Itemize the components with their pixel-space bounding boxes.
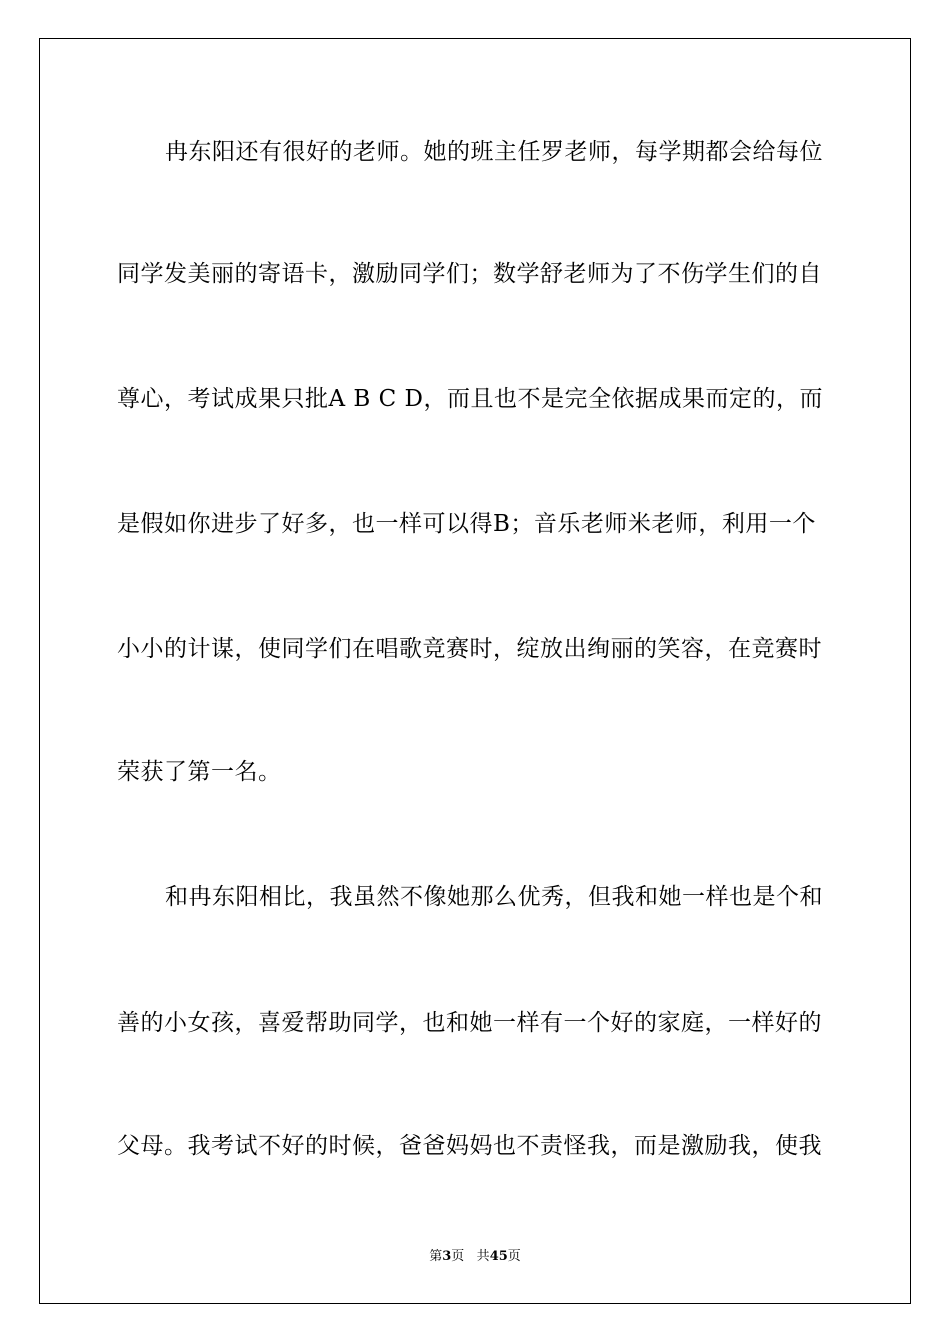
page-suffix: 页	[451, 1249, 465, 1264]
paragraph-1-line-2: 同学发美丽的寄语卡，激励同学们；数学舒老师为了不伤学生们的自	[117, 261, 822, 287]
total-suffix: 页	[507, 1249, 521, 1264]
paragraph-1-line-6: 荣获了第一名。	[117, 759, 282, 785]
total-prefix: 共	[476, 1249, 490, 1264]
total-pages: 45	[489, 1249, 508, 1264]
paragraph-2-line-1: 和冉东阳相比，我虽然不像她那么优秀，但我和她一样也是个和	[165, 884, 823, 910]
paragraph-2-line-3: 父母。我考试不好的时候，爸爸妈妈也不责怪我，而是激励我，使我	[117, 1133, 822, 1159]
paragraph-1-line-5: 小小的计谋，使同学们在唱歌竞赛时，绽放出绚丽的笑容，在竞赛时	[117, 636, 822, 662]
paragraph-2-line-2: 善的小女孩，喜爱帮助同学，也和她一样有一个好的家庭，一样好的	[117, 1010, 822, 1036]
paragraph-1-line-3: 尊心，考试成果只批A B C D，而且也不是完全依据成果而定的，而	[117, 386, 823, 412]
page-number: 3	[442, 1249, 452, 1264]
page-footer	[0, 1248, 950, 1266]
paragraph-1-line-1: 冉东阳还有很好的老师。她的班主任罗老师，每学期都会给每位	[165, 139, 823, 165]
page-prefix: 第	[429, 1249, 443, 1264]
page-border	[39, 38, 911, 1304]
paragraph-1-line-4: 是假如你进步了好多，也一样可以得B；音乐老师米老师，利用一个	[117, 511, 816, 537]
